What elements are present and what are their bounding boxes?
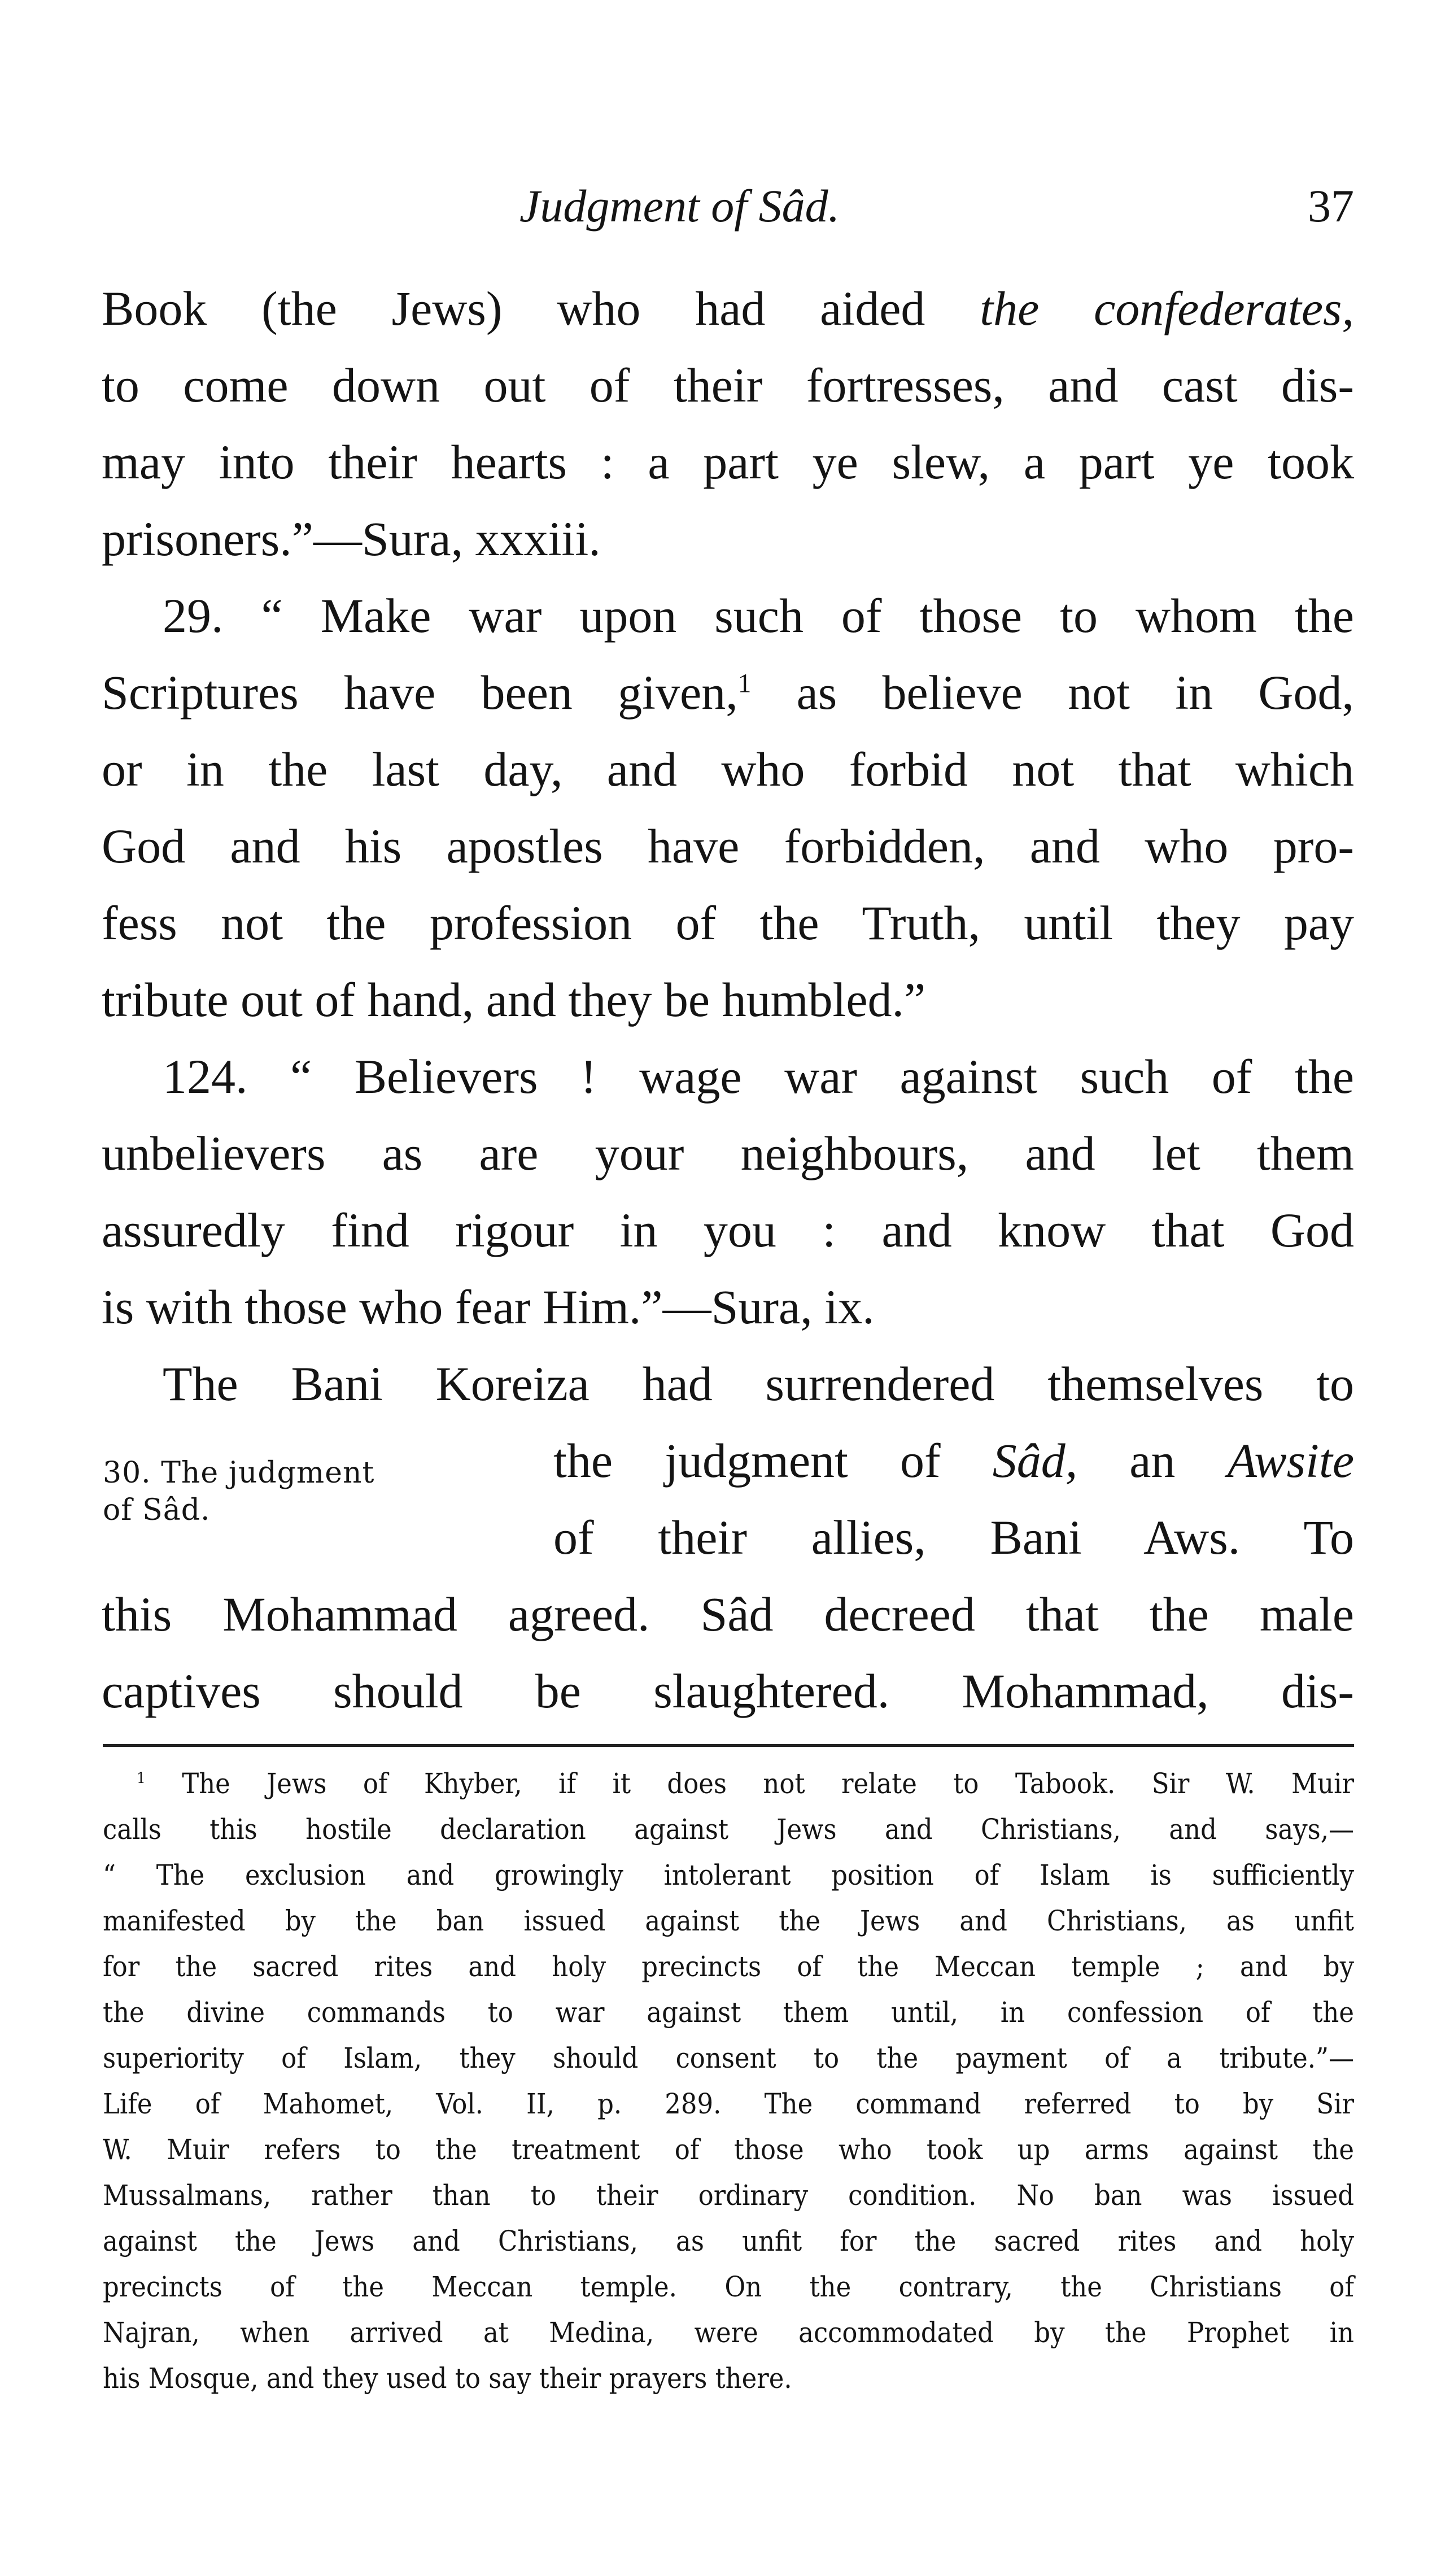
footnote-rule xyxy=(103,1744,1354,1747)
margin-note-line: 30. The judgment xyxy=(103,1456,375,1490)
text-line: fess not the profession of the Truth, until they pay xyxy=(102,896,1354,950)
margin-note-line: of Sâd. xyxy=(103,1493,211,1527)
text-line: the judgment of Sâd, an Awsite xyxy=(553,1433,1355,1488)
text-line: tribute out of hand, and they be humbled.” xyxy=(102,973,926,1027)
footnote-line: manifested by the ban issued against the Jews and Christians, as unfit xyxy=(103,1904,1354,1937)
text-line: assuredly find rigour in you : and know that God xyxy=(102,1203,1354,1257)
running-head xyxy=(102,180,1354,242)
footnote-line: Life of Mahomet, Vol. II, p. 289. The command referred to by Sir xyxy=(103,2087,1354,2120)
margin-note xyxy=(103,1454,532,1529)
footnote-line: Najran, when arrived at Medina, were accommodated by the Prophet in xyxy=(103,2316,1354,2349)
footnote-line: W. Muir refers to the treatment of those who took up arms against the xyxy=(103,2133,1354,2166)
verse-29-line: 29. “ Make war upon such of those to whom the xyxy=(163,589,1354,643)
text-line: Book (the Jews) who had aided the confederates, xyxy=(102,281,1354,335)
text-line: prisoners.”—Sura, xxxiii. xyxy=(102,512,601,566)
footnote-marker: 1 xyxy=(137,1769,146,1788)
text-line: Scriptures have been given,$^1$ as believe not in God, xyxy=(102,665,1354,720)
footnote-line: his Mosque, and they used to say their prayers there. xyxy=(103,2362,792,2395)
page-number: 37 xyxy=(1308,180,1354,232)
footnote-line: precincts of the Meccan temple. On the contrary, the Christians of xyxy=(103,2270,1354,2303)
running-title: Judgment of Sâd. xyxy=(519,180,840,232)
text-line: God and his apostles have forbidden, and who pro- xyxy=(102,819,1354,873)
text-line: this Mohammad agreed. Sâd decreed that the male xyxy=(102,1587,1354,1641)
footnote-line: for the sacred rites and holy precincts of the Meccan temple ; and by xyxy=(103,1950,1354,1983)
footnote-line: the divine commands to war against them until, in confession of the xyxy=(103,1996,1354,2029)
footnote-line: against the Jews and Christians, as unfit for the sacred rites and holy xyxy=(103,2225,1354,2257)
footnote xyxy=(103,1761,1354,2401)
text-line: may into their hearts : a part ye slew, a part ye took xyxy=(102,435,1354,489)
footnote-reference: 1 xyxy=(737,669,752,699)
text-line: is with those who fear Him.”—Sura, ix. xyxy=(102,1280,875,1334)
text-line: unbelievers as are your neighbours, and let them xyxy=(102,1126,1354,1180)
footnote-line: calls this hostile declaration against Jews and Christians, and says,— xyxy=(103,1813,1354,1846)
text-line: to come down out of their fortresses, and cast dis- xyxy=(102,358,1354,412)
footnote-line: $^1$ The Jews of Khyber, if it does not relate to Tabook. Sir W. Muir xyxy=(137,1767,1354,1800)
footnote-line: Mussalmans, rather than to their ordinary condition. No ban was issued xyxy=(103,2179,1354,2212)
verse-124-line: 124. “ Believers ! wage war against such of the xyxy=(163,1049,1354,1104)
text-line: captives should be slaughtered. Mohammad, dis- xyxy=(102,1664,1354,1718)
text-line: or in the last day, and who forbid not that which xyxy=(102,742,1354,796)
footnote-line: superiority of Islam, they should consent to the payment of a tribute.”— xyxy=(103,2042,1354,2074)
text-line: of their allies, Bani Aws. To xyxy=(553,1510,1354,1564)
paragraph-start-line: The Bani Koreiza had surrendered themselves to xyxy=(163,1357,1354,1411)
footnote-line: “ The exclusion and growingly intolerant position of Islam is sufficiently xyxy=(103,1859,1354,1891)
